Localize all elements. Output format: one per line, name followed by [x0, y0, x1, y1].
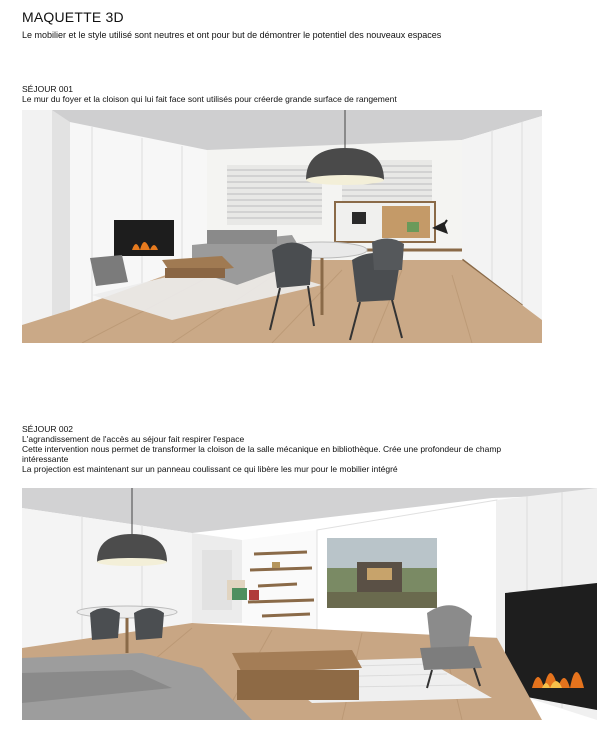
page-title: MAQUETTE 3D: [22, 9, 124, 25]
section-caption-sejour-001: [22, 94, 597, 104]
page-subtitle: Le mobilier et le style utilisé sont neutres et ont pour but de démontrer le potentiel des nouveaux espaces: [22, 30, 442, 40]
caption-line: L'agrandissement de l'accès au séjour fait respirer l'espace: [22, 434, 245, 444]
caption-line: intéressante: [22, 454, 69, 464]
render-sejour-001: [22, 110, 542, 343]
caption-line: La projection est maintenant sur un panneau coulissant ce qui libère les mur pour le mobilier intégré: [22, 464, 398, 474]
section-caption-sejour-002: [22, 434, 597, 474]
caption-line: Cette intervention nous permet de transformer la cloison de la salle mécanique en bibliothèque. Crée une profondeur de champ: [22, 444, 502, 454]
render-sejour-002: [22, 488, 597, 720]
section-label-sejour-002: SÉJOUR 002: [22, 424, 74, 434]
caption-line: Le mur du foyer et la cloison qui lui fait face sont utilisés pour créerde grande surface de rangement: [22, 94, 397, 104]
section-label-sejour-001: SÉJOUR 001: [22, 84, 74, 94]
